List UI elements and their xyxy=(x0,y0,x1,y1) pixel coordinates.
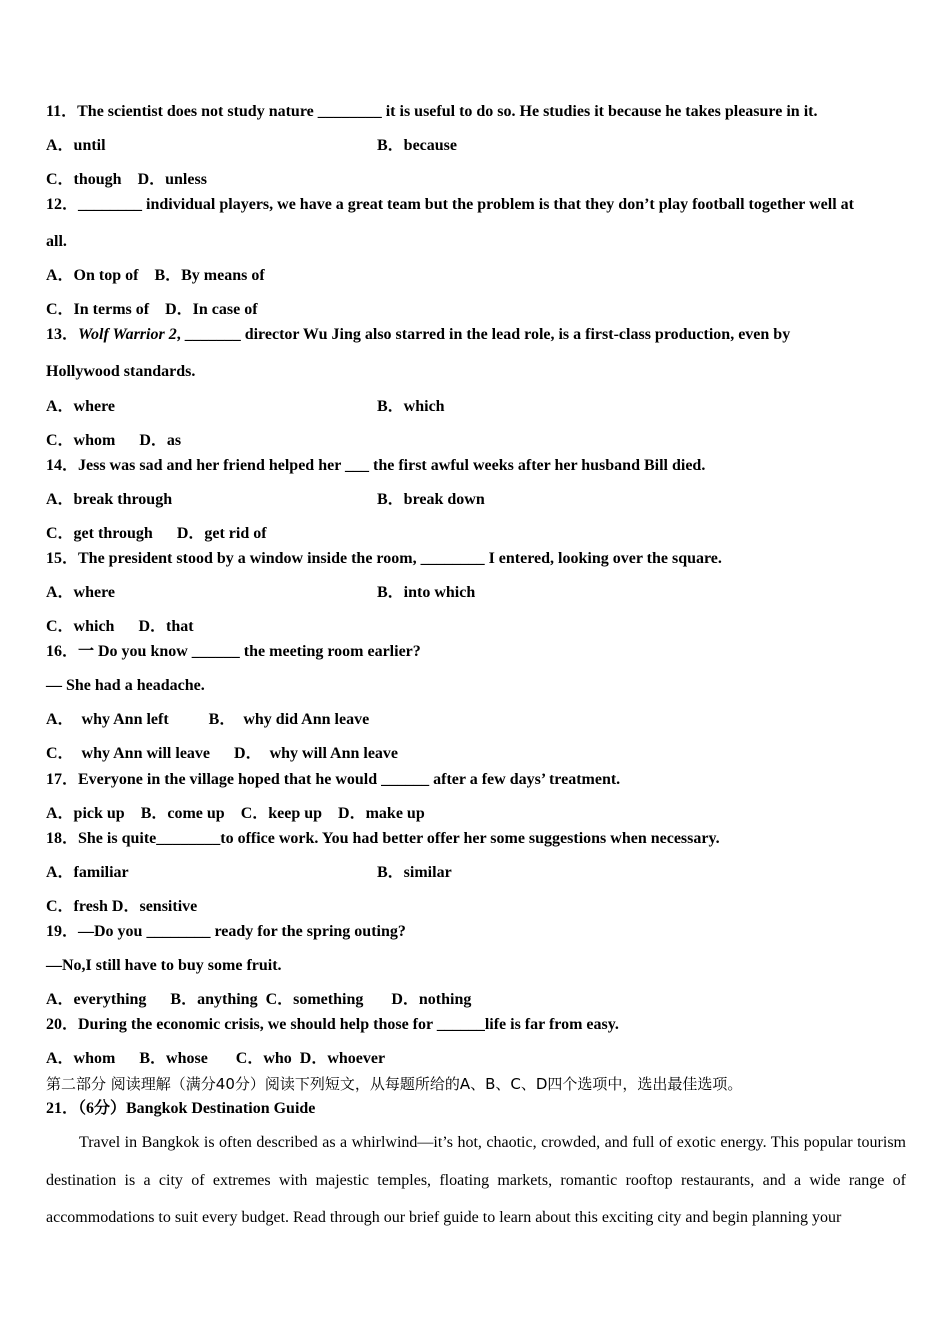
q16-stem: 16．一 Do you know ______ the meeting room earlier? xyxy=(46,643,421,660)
q12-options-ab: A．On top of B．By means of xyxy=(46,267,265,284)
q15-stem: 15．The president stood by a window inside the room, ________ I entered, looking over the square. xyxy=(46,550,722,567)
q19-options: A．everything B．anything C．something D．nothing xyxy=(46,991,472,1008)
q11-option-a: A．until xyxy=(46,137,106,154)
q13-stem-cont: Hollywood standards. xyxy=(46,363,196,380)
q15-option-a: A．where xyxy=(46,584,116,601)
q14-options-cd: C．get through D．get rid of xyxy=(46,525,267,542)
q16-reply: — She had a headache. xyxy=(46,677,205,694)
q15-options-cd: C．which D．that xyxy=(46,618,194,635)
q18-options-cd: C．fresh D．sensitive xyxy=(46,898,198,915)
q17-options: A．pick up B．come up C．keep up D．make up xyxy=(46,805,425,822)
q16-options-cd: C． why Ann will leave D． why will Ann leave xyxy=(46,745,399,762)
q13-options-cd: C．whom D．as xyxy=(46,432,182,449)
q13-option-a: A．where xyxy=(46,398,116,415)
q11-options-cd: C．though D．unless xyxy=(46,171,207,188)
section-heading: 第二部分 阅读理解（满分40分）阅读下列短文，从每题所给的A、B、C、D四个选项中，选出最佳选项。 xyxy=(46,1075,743,1093)
q14-stem: 14．Jess was sad and her friend helped her ___ the first awful weeks after her husband Bill died. xyxy=(46,457,706,474)
q20-options: A．whom B．whose C．who D．whoever xyxy=(46,1050,386,1067)
q14-option-b: B．break down xyxy=(377,491,485,508)
q19-reply: —No,I still have to buy some fruit. xyxy=(46,957,282,974)
q13-film-title: Wolf Warrior 2 xyxy=(78,326,177,343)
q13-stem: , _______ director Wu Jing also starred in the lead role, is a first-class production, even by xyxy=(176,326,791,343)
q19-stem: 19．—Do you ________ ready for the spring outing? xyxy=(46,923,406,940)
q11-stem: 11．The scientist does not study nature ________ it is useful to do so. He studies it because he takes pleasure in it. xyxy=(46,103,818,120)
q13-option-b: B．which xyxy=(377,398,445,415)
q12-options-cd: C．In terms of D．In case of xyxy=(46,301,258,318)
q18-option-b: B．similar xyxy=(377,864,452,881)
q20-stem: 20．During the economic crisis, we should help those for ______life is far from easy. xyxy=(46,1016,619,1033)
q17-stem: 17．Everyone in the village hoped that he would ______ after a few days’ treatment. xyxy=(46,771,621,788)
q11-option-b: B．because xyxy=(377,137,458,154)
q21-title: 21．（6分）Bangkok Destination Guide xyxy=(46,1100,316,1117)
q18-option-a: A．familiar xyxy=(46,864,129,881)
q12-stem-cont: all. xyxy=(46,233,67,250)
q13-number: 13． xyxy=(46,326,79,343)
q15-option-b: B．into which xyxy=(377,584,476,601)
q18-stem: 18．She is quite________to office work. You had better offer her some suggestions when necessary. xyxy=(46,830,720,847)
q14-option-a: A．break through xyxy=(46,491,173,508)
q12-stem: 12．________ individual players, we have a great team but the problem is that they don’t play football together well at xyxy=(46,196,854,213)
q16-options-ab: A． why Ann left B． why did Ann leave xyxy=(46,711,370,728)
q21-passage: Travel in Bangkok is often described as a whirlwind—it’s hot, chaotic, crowded, and full of exotic energy. This popular tourism destination is a city of extremes with majestic temples, floating markets, romantic rooftop restaurants, and a wide range of accommodations to suit every budget. Read through our brief guide to learn about this exciting city and begin planning your xyxy=(46,1134,906,1226)
q13-stem-line xyxy=(46,325,790,345)
